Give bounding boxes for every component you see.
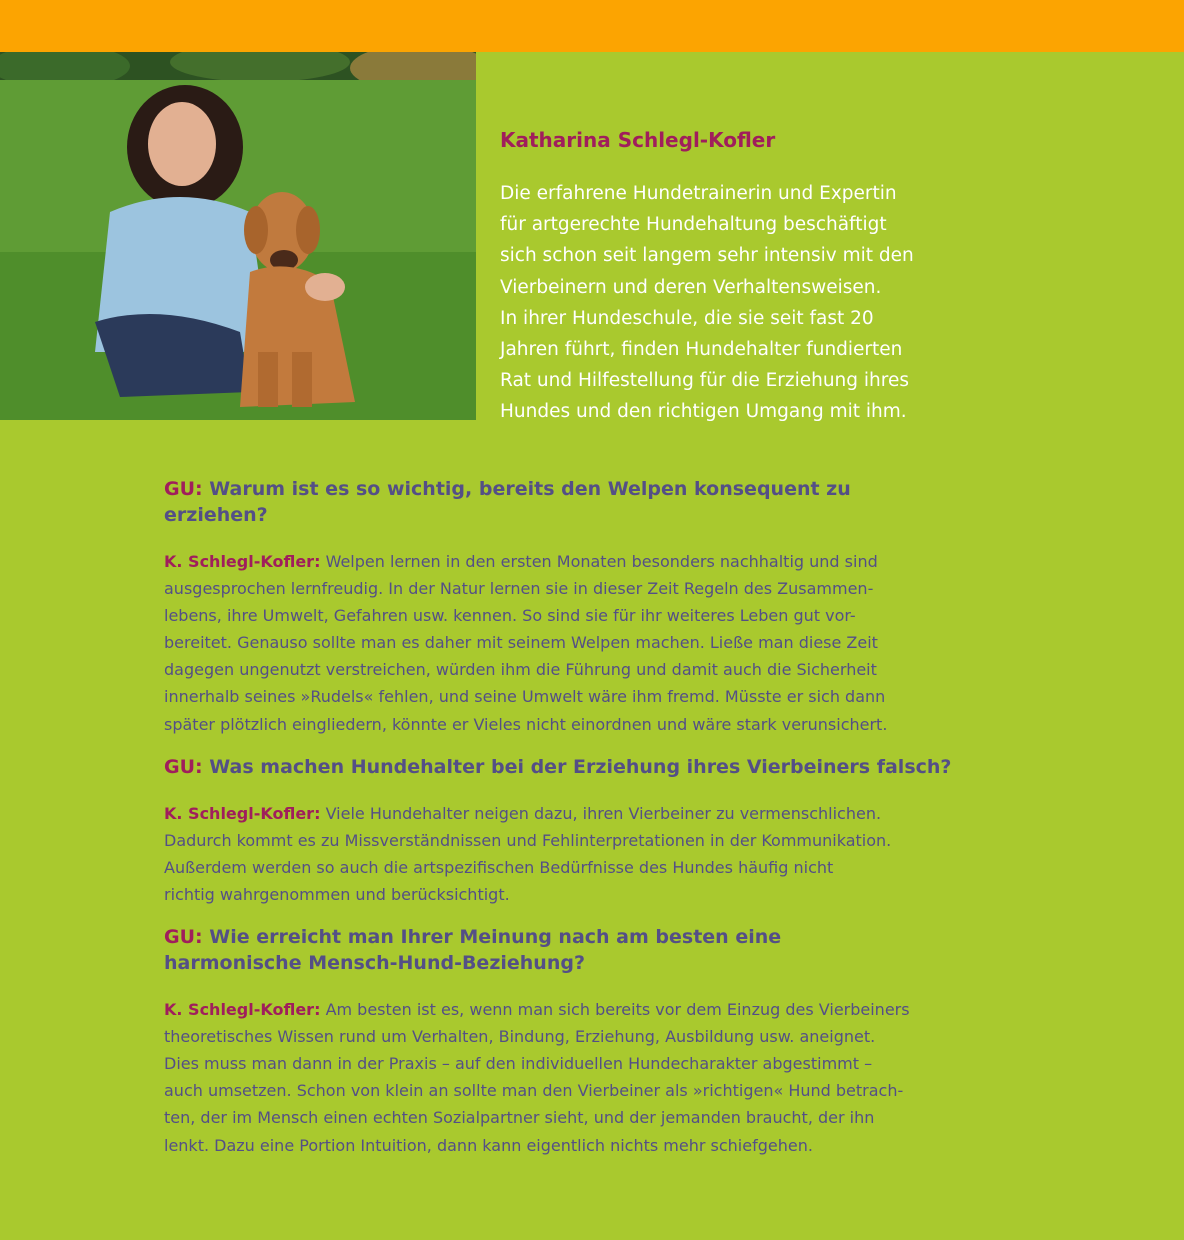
author-photo	[0, 52, 476, 420]
answer-3: K. Schlegl-Kofler: Am besten ist es, wenn man sich bereits vor dem Einzug des Vierbeiners theoretisches Wissen rund um Verhalten, Bindung, Erziehung, Ausbildung usw. aneignet. Dies muss man dann in der Praxis – auf den individuellen Hundecharakter abgestimmt – auch umsetzen. Schon von klein an sollte man den Vierbeiner als »richtigen« Hund betrach- ten, der im Mensch einen echten Sozialpartner sieht, und der jemanden braucht, der ihn lenkt. Dazu eine Portion Intuition, dann kann eigentlich nichts mehr schiefgehen.	[164, 1000, 910, 1155]
answer-1: K. Schlegl-Kofler: Welpen lernen in den ersten Monaten besonders nachhaltig und sind ausgesprochen lernfreudig. In der Natur lernen sie in dieser Zeit Regeln des Zusammen- lebens, ihre Umwelt, Gefahren usw. kennen. So sind sie für ihr weiteres Leben gut vor- bereitet. Genauso sollte man es daher mit seinem Welpen machen. Ließe man diese Zeit dagegen ungenutzt verstreichen, würden ihm die Führung und damit auch die Sicherheit innerhalb seines »Rudels« fehlen, und seine Umwelt wäre ihm fremd. Müsste er sich dann später plötzlich eingliedern, könnte er Vieles nicht einordnen und wäre stark verunsichert.	[164, 552, 888, 734]
question-label: GU:	[164, 755, 203, 778]
question-2: GU: Was machen Hundehalter bei der Erziehung ihres Vierbeiners falsch?	[164, 755, 952, 778]
bio-block	[500, 128, 970, 428]
bio-text: Die erfahrene Hundetrainerin und Expertin für artgerechte Hundehaltung beschäftigt sich schon seit langem sehr intensiv mit den Vierbeinern und deren Verhaltensweisen. In ihrer Hundeschule, die sie seit fast 20 Jahren führt, finden Hundehalter fundierten Rat und Hilfestellung für die Erziehung ihres Hundes und den richtigen Umgang mit ihm.	[500, 183, 914, 423]
question-label: GU:	[164, 926, 203, 949]
question-1: GU: Warum ist es so wichtig, bereits den Welpen konsequent zu erziehen?	[164, 478, 851, 526]
interview-section	[164, 476, 954, 1175]
author-name: Katharina Schlegl-Kofler	[500, 128, 776, 152]
answer-label: K. Schlegl-Kofler:	[164, 552, 321, 571]
answer-label: K. Schlegl-Kofler:	[164, 803, 321, 823]
answer-2: K. Schlegl-Kofler: Viele Hundehalter neigen dazu, ihren Vierbeiner zu vermenschlichen. Dadurch kommt es zu Missverständnissen und Fehlinterpretationen in der Kommunikation. Außerdem werden so auch die artspezifischen Bedürfnisse des Hundes häufig nicht richtig wahrgenommen und berücksichtigt.	[164, 803, 892, 904]
photo-illustration	[0, 52, 476, 420]
question-3: GU: Wie erreicht man Ihrer Meinung nach am besten eine harmonische Mensch-Hund-Beziehung?	[164, 926, 782, 975]
question-label: GU:	[164, 478, 203, 500]
answer-label: K. Schlegl-Kofler:	[164, 1000, 321, 1020]
top-color-bar	[0, 0, 1184, 52]
